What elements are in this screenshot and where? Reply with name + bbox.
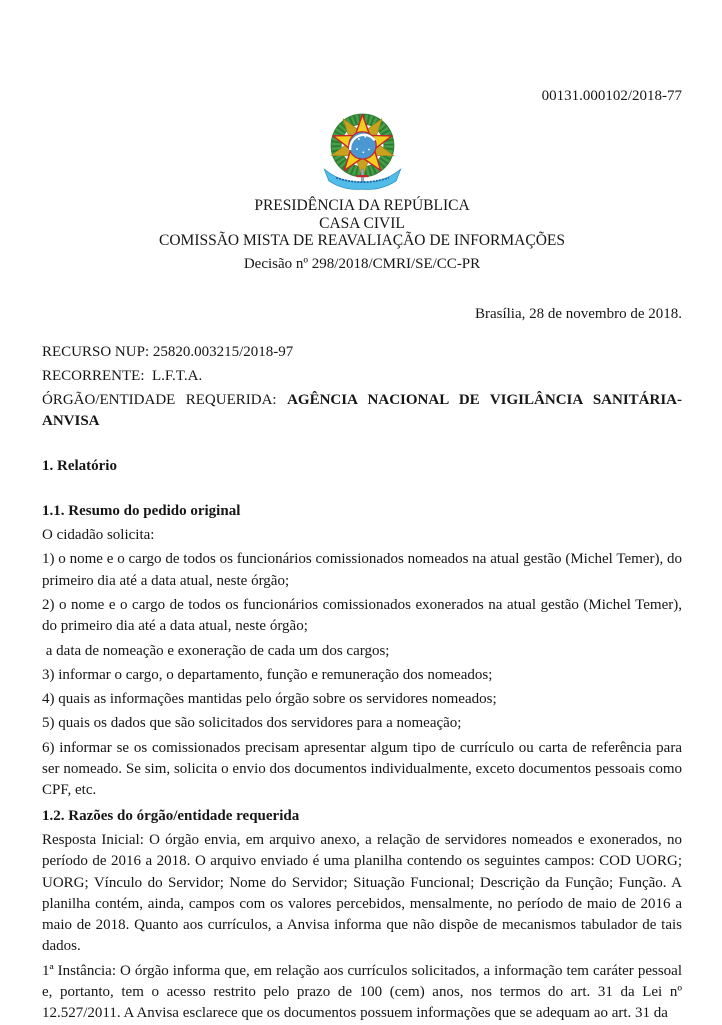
brazil-coat-of-arms-graphic	[317, 109, 408, 191]
request-item-6: 6) informar se os comissionados precisam apresentar algum tipo de currículo ou carta de referência para ser nomeado. Se sim, solicita o envio dos documentos individualmente, exceto documentos pessoais como CPF, etc.	[42, 739, 682, 799]
orgao-label: ÓRGÃO/ENTIDADE REQUERIDA:	[42, 391, 288, 408]
request-item-1: 1) o nome e o cargo de todos os funcionários comissionados nomeados na atual gestão (Michel Temer), do primeiro dia até a data atual, neste órgão;	[42, 551, 682, 589]
section-title-razoes-orgao: 1.2. Razões do órgão/entidade requerida	[42, 807, 300, 824]
resposta-inicial-paragraph: Resposta Inicial: O órgão envia, em arquivo anexo, a relação de servidores nomeados e exonerados, no período de 2016 a 2018. O arquivo enviado é uma planilha contendo os seguintes campos: COD UORG; UORG; Vínculo do Servidor; Nome do Servidor; Situação Funcional; Descrição da Função; Função. A planilha contém, ainda, campos com os valores percebidos, mensalmente, no período de maio de 2016 a maio de 2018. Quanto aos currículos, a Anvisa informa que não dispõe de mecanismos tabulador de tais dados.	[42, 831, 682, 955]
decision-number: Decisão nº 298/2018/CMRI/SE/CC-PR	[243, 256, 481, 272]
section-title-relatorio: 1. Relatório	[42, 458, 117, 475]
request-item-3: 3) informar o cargo, o departamento, função e remuneração dos nomeados;	[42, 666, 493, 683]
letterhead-line-casa-civil: CASA CIVIL	[319, 214, 405, 232]
recorrente-line: RECORRENTE: L.F.T.A.	[42, 368, 203, 385]
section-title-resumo-pedido: 1.1. Resumo do pedido original	[42, 502, 241, 519]
dateline: Brasília, 28 de novembro de 2018.	[474, 306, 682, 322]
letterhead-line-presidencia: PRESIDÊNCIA DA REPÚBLICA	[254, 197, 470, 214]
request-item-2b: a data de nomeação e exoneração de cada um dos cargos;	[42, 642, 390, 659]
protocol-number: 00131.000102/2018-77	[541, 88, 682, 104]
orgao-value: AGÊNCIA NACIONAL DE VIGILÂNCIA SANITÁRIA-ANVISA	[42, 391, 682, 430]
letterhead	[42, 197, 682, 275]
request-item-5: 5) quais os dados que são solicitados dos servidores para a nomeação;	[42, 715, 462, 732]
intro-line: O cidadão solicita:	[42, 527, 155, 544]
orgao-entidade-line	[42, 390, 682, 433]
case-info	[42, 342, 682, 432]
request-item-2: 2) o nome e o cargo de todos os funcionários comissionados exonerados na atual gestão (Michel Temer), do primeiro dia até a data atual, neste órgão;	[42, 596, 682, 635]
primeira-instancia-paragraph: 1ª Instância: O órgão informa que, em relação aos currículos solicitados, a informação tem caráter pessoal e, portanto, tem o acesso restrito pelo prazo de 100 (cem) anos, nos termos do art. 31 da Lei nº 12.527/2011. A Anvisa esclarece que os documentos possuem informações que se adequam ao art. 31 da	[42, 962, 682, 1022]
brazil-coat-of-arms-icon	[42, 109, 682, 191]
recurso-nup-line: RECURSO NUP: 25820.003215/2018-97	[42, 344, 294, 361]
letterhead-line-comissao: COMISSÃO MISTA DE REAVALIAÇÃO DE INFORMAÇÕES	[159, 232, 565, 249]
request-item-4: 4) quais as informações mantidas pelo órgão sobre os servidores nomeados;	[42, 691, 497, 708]
